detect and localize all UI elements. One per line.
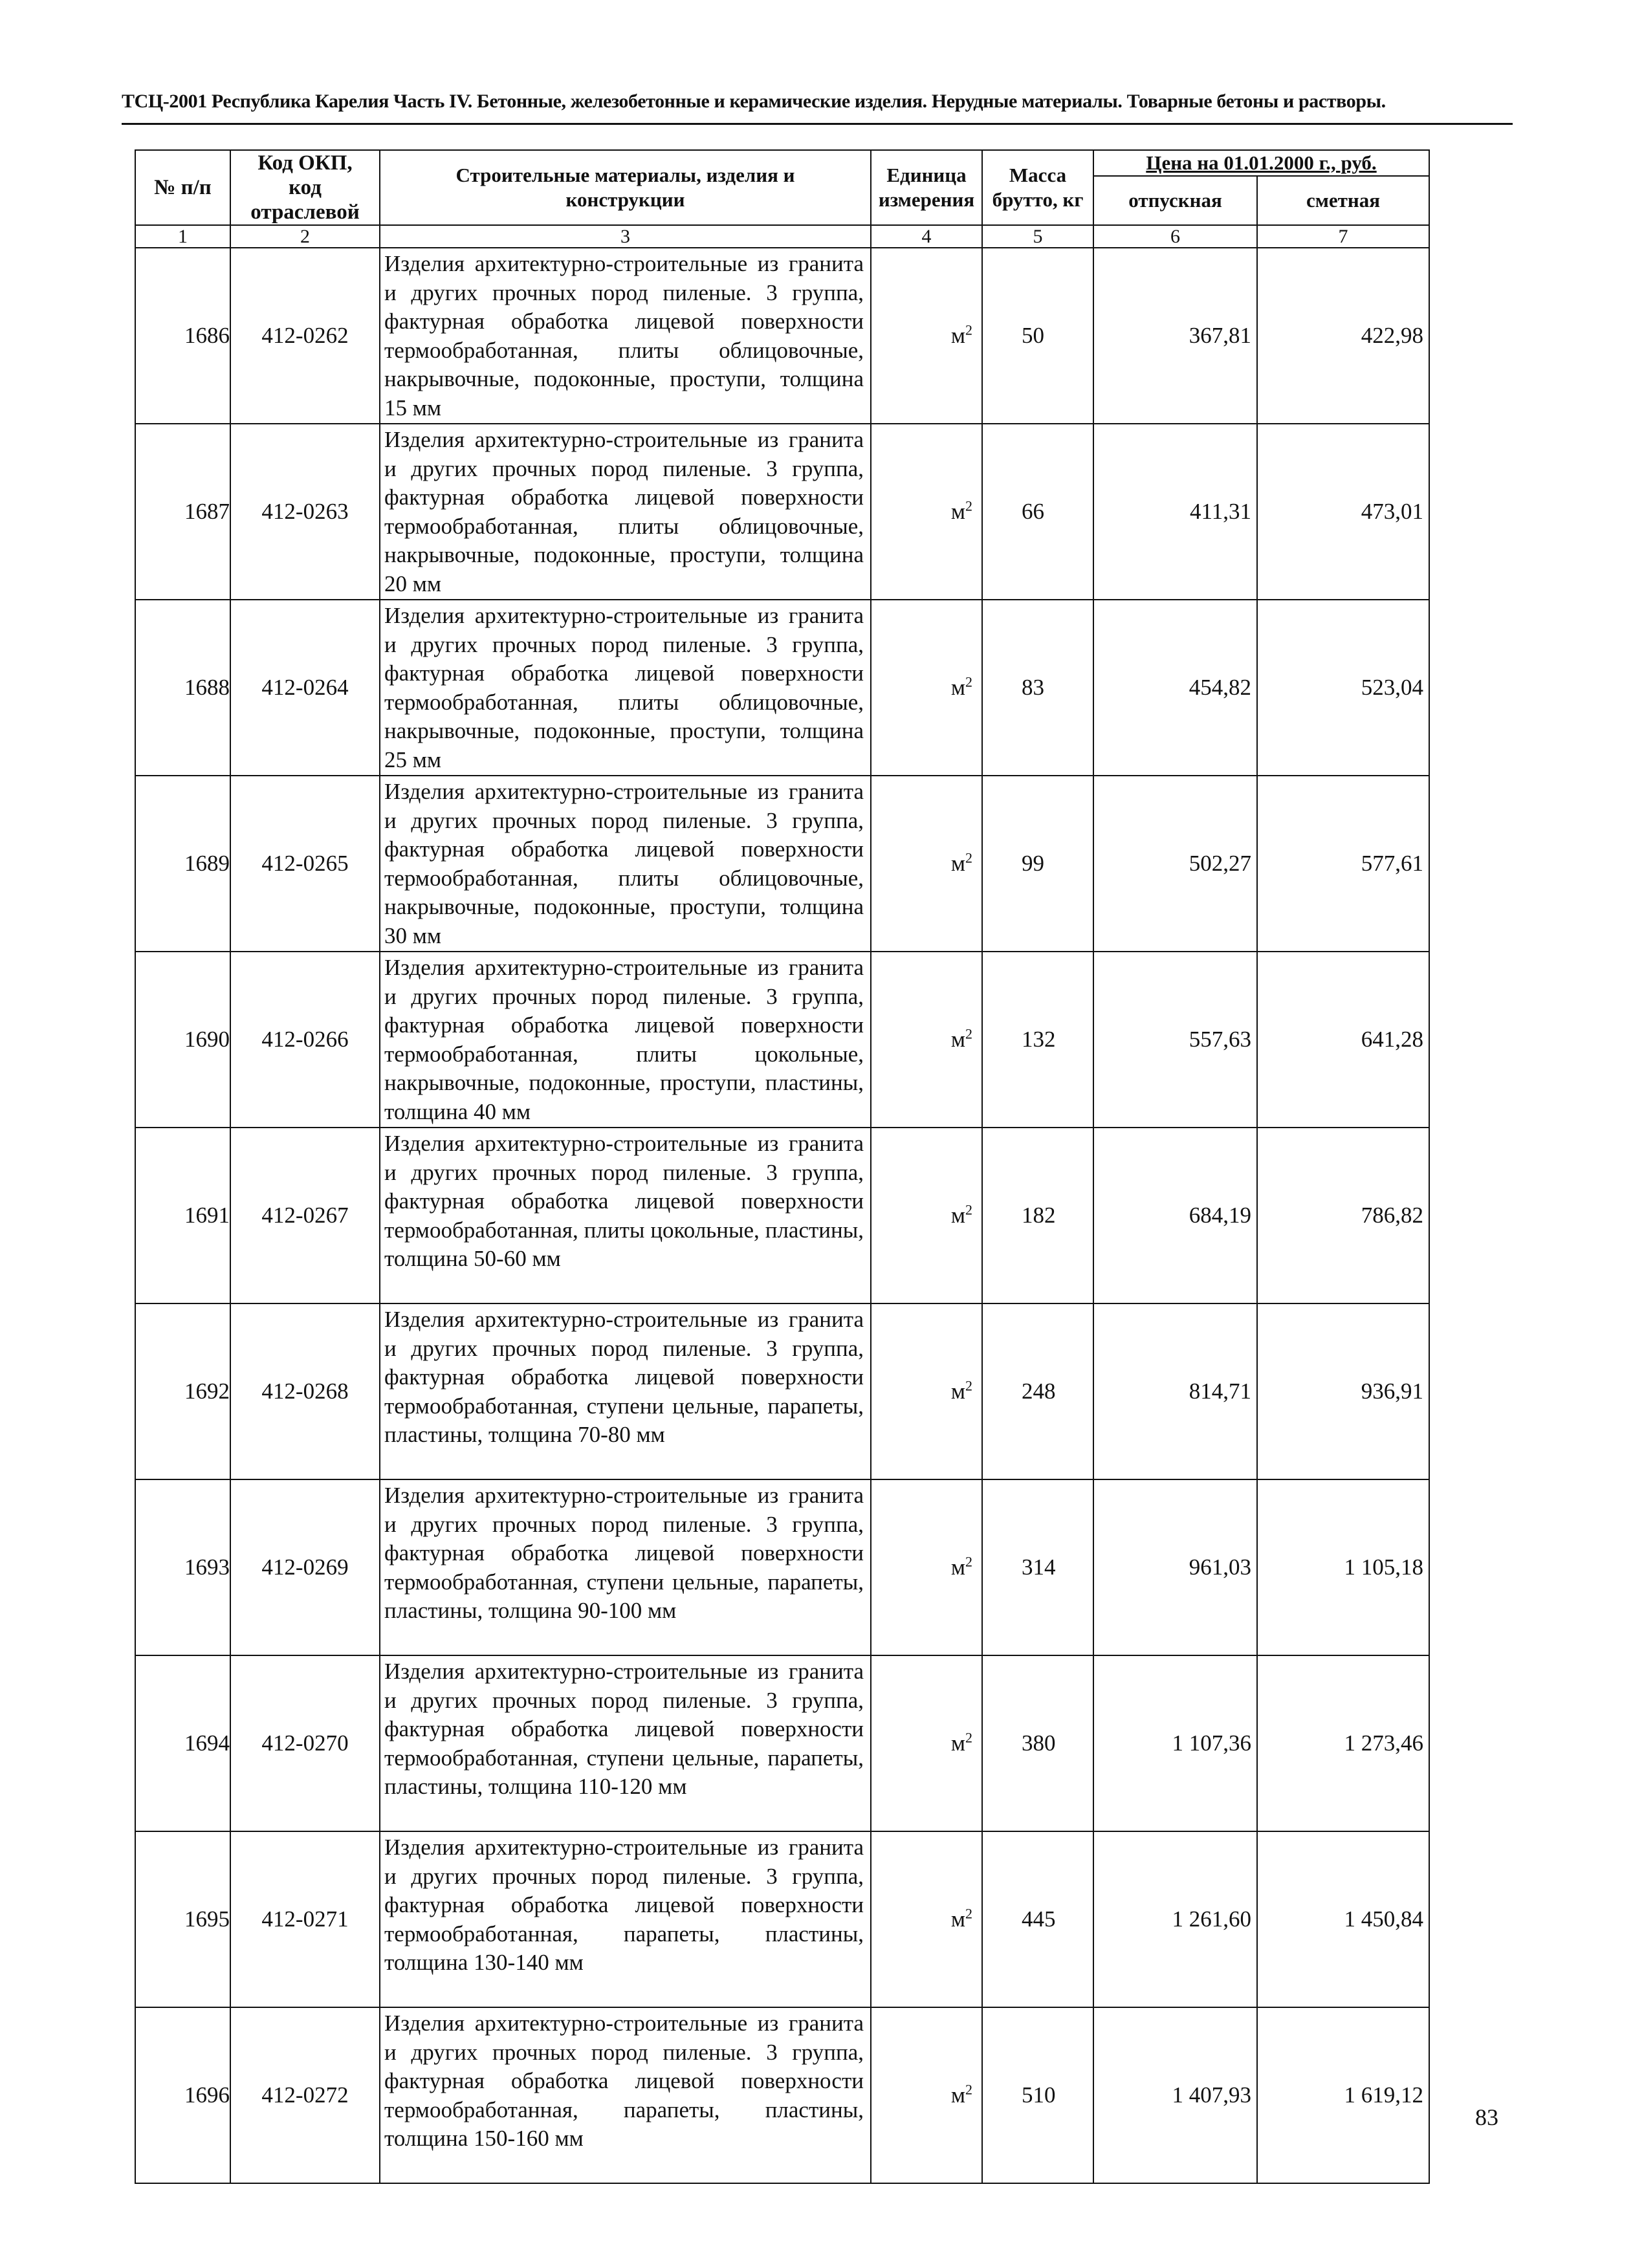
- column-number: 3: [380, 225, 871, 248]
- unit-symbol: м: [950, 851, 965, 876]
- col-header-mass-line2: брутто, кг: [992, 188, 1084, 211]
- row-description: Изделия архитектурно-строительные из гранита и других прочных пород пиленые. 3 группа, фактурная обработка лицевой поверхности термообработанная, парапеты, пластины, толщина 130-140 мм: [380, 1831, 871, 2007]
- table-row: [135, 424, 1429, 600]
- row-price-estimate: 473,01: [1257, 424, 1429, 600]
- row-price-estimate: 786,82: [1257, 1128, 1429, 1303]
- unit-symbol: м: [950, 675, 965, 700]
- row-code: 412-0270: [230, 1655, 380, 1831]
- row-code: 412-0271: [230, 1831, 380, 2007]
- col-header-code-line3: отраслевой: [250, 201, 360, 224]
- row-num: 1695: [135, 1831, 230, 2007]
- row-price-release: 557,63: [1093, 952, 1257, 1128]
- row-code: 412-0268: [230, 1303, 380, 1479]
- row-price-release: 1 407,93: [1093, 2007, 1257, 2183]
- row-num: 1694: [135, 1655, 230, 1831]
- row-price-estimate: 1 450,84: [1257, 1831, 1429, 2007]
- column-number: 6: [1093, 225, 1257, 248]
- row-num: 1689: [135, 776, 230, 952]
- unit-power: 2: [965, 497, 972, 514]
- unit-power: 2: [965, 673, 972, 690]
- row-unit: [871, 424, 982, 600]
- unit-symbol: м: [950, 499, 965, 524]
- unit-power: 2: [965, 2081, 972, 2098]
- row-price-estimate: 523,04: [1257, 600, 1429, 776]
- table-row: [135, 952, 1429, 1128]
- row-mass: 182: [982, 1128, 1093, 1303]
- table-row: [135, 1128, 1429, 1303]
- page-header: ТСЦ-2001 Республика Карелия Часть IV. Бетонные, железобетонные и керамические изделия. Нерудные материалы. Товарные бетоны и растворы.: [122, 91, 1386, 112]
- row-num: 1693: [135, 1479, 230, 1655]
- col-header-code-line2: код: [289, 176, 322, 199]
- row-price-estimate: 641,28: [1257, 952, 1429, 1128]
- unit-power: 2: [965, 1201, 972, 1218]
- row-unit: [871, 1831, 982, 2007]
- row-price-estimate: 1 619,12: [1257, 2007, 1429, 2183]
- row-description: Изделия архитектурно-строительные из гранита и других прочных пород пиленые. 3 группа, фактурная обработка лицевой поверхности термообработанная, ступени цельные, парапеты, пластины, толщина 90-100 мм: [380, 1479, 871, 1655]
- row-price-release: 684,19: [1093, 1128, 1257, 1303]
- table-row: [135, 1655, 1429, 1831]
- row-price-release: 1 261,60: [1093, 1831, 1257, 2007]
- row-mass: 380: [982, 1655, 1093, 1831]
- row-price-estimate: 577,61: [1257, 776, 1429, 952]
- unit-power: 2: [965, 1553, 972, 1570]
- row-code: 412-0264: [230, 600, 380, 776]
- unit-symbol: м: [950, 1379, 965, 1404]
- unit-symbol: м: [950, 1027, 965, 1052]
- row-description: Изделия архитектурно-строительные из гранита и других прочных пород пиленые. 3 группа, фактурная обработка лицевой поверхности термообработанная, плиты облицовочные, накрывочные, подоконные, проступи, толщина 30 мм: [380, 776, 871, 952]
- unit-symbol: м: [950, 323, 965, 348]
- row-mass: 99: [982, 776, 1093, 952]
- row-code: 412-0262: [230, 248, 380, 424]
- row-mass: 510: [982, 2007, 1093, 2183]
- table-row: [135, 1303, 1429, 1479]
- row-mass: 83: [982, 600, 1093, 776]
- row-description: Изделия архитектурно-строительные из гранита и других прочных пород пиленые. 3 группа, фактурная обработка лицевой поверхности термообработанная, плиты облицовочные, накрывочные, подоконные, проступи, толщина 15 мм: [380, 248, 871, 424]
- header-rule: [122, 123, 1513, 125]
- col-header-unit-line1: Единица: [886, 164, 967, 186]
- unit-symbol: м: [950, 1730, 965, 1756]
- column-number: 2: [230, 225, 380, 248]
- row-price-release: 454,82: [1093, 600, 1257, 776]
- price-table: [135, 149, 1430, 2184]
- row-unit: [871, 776, 982, 952]
- col-header-price-group: Цена на 01.01.2000 г., руб.: [1093, 150, 1429, 176]
- row-mass: 132: [982, 952, 1093, 1128]
- row-unit: [871, 1479, 982, 1655]
- row-unit: [871, 2007, 982, 2183]
- row-description: Изделия архитектурно-строительные из гранита и других прочных пород пиленые. 3 группа, фактурная обработка лицевой поверхности термообработанная, парапеты, пластины, толщина 150-160 мм: [380, 2007, 871, 2183]
- column-number: 7: [1257, 225, 1429, 248]
- unit-symbol: м: [950, 2082, 965, 2108]
- row-price-release: 411,31: [1093, 424, 1257, 600]
- table-row: [135, 600, 1429, 776]
- row-description: Изделия архитектурно-строительные из гранита и других прочных пород пиленые. 3 группа, фактурная обработка лицевой поверхности термообработанная, ступени цельные, парапеты, пластины, толщина 70-80 мм: [380, 1303, 871, 1479]
- row-code: 412-0272: [230, 2007, 380, 2183]
- col-header-mass-line1: Масса: [1009, 164, 1067, 186]
- col-header-price-release: отпускная: [1093, 176, 1257, 225]
- table-row: [135, 1479, 1429, 1655]
- column-number: 4: [871, 225, 982, 248]
- row-num: 1696: [135, 2007, 230, 2183]
- unit-power: 2: [965, 1905, 972, 1922]
- column-number: 1: [135, 225, 230, 248]
- col-header-name-line1: Строительные материалы, изделия и: [455, 164, 795, 186]
- row-price-estimate: 1 273,46: [1257, 1655, 1429, 1831]
- row-description: Изделия архитектурно-строительные из гранита и других прочных пород пиленые. 3 группа, фактурная обработка лицевой поверхности термообработанная, плиты цокольные, накрывочные, подоконные, проступи, пластины, толщина 40 мм: [380, 952, 871, 1128]
- unit-symbol: м: [950, 1554, 965, 1580]
- row-description: Изделия архитектурно-строительные из гранита и других прочных пород пиленые. 3 группа, фактурная обработка лицевой поверхности термообработанная, ступени цельные, парапеты, пластины, толщина 110-120 мм: [380, 1655, 871, 1831]
- row-unit: [871, 1128, 982, 1303]
- col-header-name-line2: конструкции: [565, 188, 685, 211]
- row-price-release: 1 107,36: [1093, 1655, 1257, 1831]
- unit-power: 2: [965, 322, 972, 338]
- unit-symbol: м: [950, 1906, 965, 1932]
- row-unit: [871, 600, 982, 776]
- row-price-release: 502,27: [1093, 776, 1257, 952]
- col-header-unit: [871, 150, 982, 225]
- page-number: 83: [1475, 2104, 1498, 2130]
- unit-power: 2: [965, 849, 972, 866]
- table-row: [135, 2007, 1429, 2183]
- table-row: [135, 248, 1429, 424]
- row-price-release: 367,81: [1093, 248, 1257, 424]
- row-description: Изделия архитектурно-строительные из гранита и других прочных пород пиленые. 3 группа, фактурная обработка лицевой поверхности термообработанная, плиты облицовочные, накрывочные, подоконные, проступи, толщина 25 мм: [380, 600, 871, 776]
- row-mass: 248: [982, 1303, 1093, 1479]
- row-unit: [871, 1655, 982, 1831]
- col-header-code: [230, 150, 380, 225]
- row-mass: 314: [982, 1479, 1093, 1655]
- row-num: 1691: [135, 1128, 230, 1303]
- row-price-release: 961,03: [1093, 1479, 1257, 1655]
- row-mass: 50: [982, 248, 1093, 424]
- table-row: [135, 776, 1429, 952]
- row-mass: 445: [982, 1831, 1093, 2007]
- row-code: 412-0266: [230, 952, 380, 1128]
- row-num: 1687: [135, 424, 230, 600]
- row-unit: [871, 1303, 982, 1479]
- col-header-mass: [982, 150, 1093, 225]
- row-num: 1686: [135, 248, 230, 424]
- row-price-estimate: 422,98: [1257, 248, 1429, 424]
- col-header-code-line1: Код ОКП,: [258, 151, 353, 175]
- row-description: Изделия архитектурно-строительные из гранита и других прочных пород пиленые. 3 группа, фактурная обработка лицевой поверхности термообработанная, плиты облицовочные, накрывочные, подоконные, проступи, толщина 20 мм: [380, 424, 871, 600]
- unit-symbol: м: [950, 1203, 965, 1228]
- col-header-name: [380, 150, 871, 225]
- table-row: [135, 1831, 1429, 2007]
- col-header-price-estimate: сметная: [1257, 176, 1429, 225]
- row-num: 1692: [135, 1303, 230, 1479]
- row-mass: 66: [982, 424, 1093, 600]
- row-unit: [871, 248, 982, 424]
- unit-power: 2: [965, 1377, 972, 1394]
- row-num: 1688: [135, 600, 230, 776]
- row-code: 412-0265: [230, 776, 380, 952]
- col-header-num: № п/п: [135, 150, 230, 225]
- unit-power: 2: [965, 1729, 972, 1746]
- unit-power: 2: [965, 1025, 972, 1042]
- row-code: 412-0267: [230, 1128, 380, 1303]
- row-code: 412-0263: [230, 424, 380, 600]
- row-price-estimate: 936,91: [1257, 1303, 1429, 1479]
- row-price-estimate: 1 105,18: [1257, 1479, 1429, 1655]
- col-header-unit-line2: измерения: [878, 188, 975, 211]
- row-unit: [871, 952, 982, 1128]
- row-description: Изделия архитектурно-строительные из гранита и других прочных пород пиленые. 3 группа, фактурная обработка лицевой поверхности термообработанная, плиты цокольные, пластины, толщина 50-60 мм: [380, 1128, 871, 1303]
- row-price-release: 814,71: [1093, 1303, 1257, 1479]
- row-code: 412-0269: [230, 1479, 380, 1655]
- row-num: 1690: [135, 952, 230, 1128]
- column-number: 5: [982, 225, 1093, 248]
